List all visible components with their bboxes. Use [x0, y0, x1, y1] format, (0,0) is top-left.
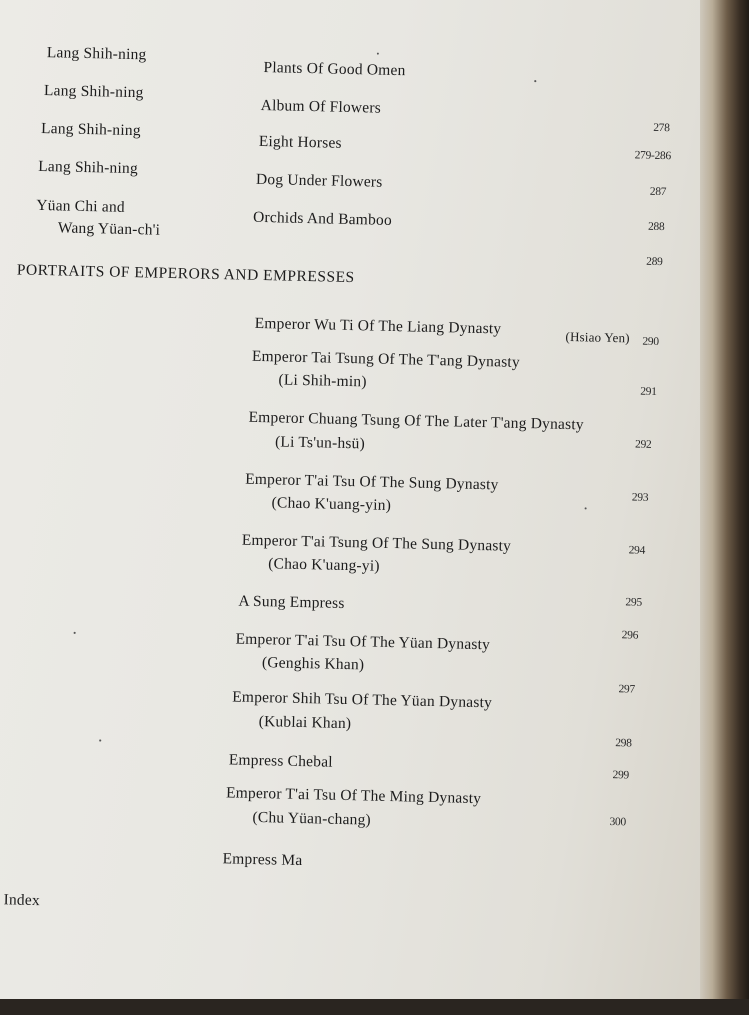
- page-number: 295: [625, 596, 642, 609]
- entry-title: Emperor T'ai Tsu Of The Yüan Dynasty: [235, 630, 491, 654]
- artist-name: Lang Shih-ning: [46, 44, 147, 64]
- page-number: 299: [612, 769, 630, 782]
- artist-name-line2: Wang Yüan-ch'i: [57, 219, 161, 239]
- page-number: 290: [642, 335, 659, 349]
- entry-subname: (Kublai Khan): [258, 713, 352, 733]
- entry-subname: (Chu Yüan-chang): [252, 808, 372, 829]
- paper-speck: [377, 53, 379, 55]
- entry-subname: (Chao K'uang-yin): [271, 494, 392, 514]
- page-number: 298: [615, 737, 632, 750]
- entry-title: Album Of Flowers: [260, 96, 382, 117]
- page-number: 278: [653, 121, 670, 135]
- entry-title: Eight Horses: [258, 132, 342, 152]
- entry-title: Dog Under Flowers: [255, 170, 383, 191]
- entry-subname: (Chao K'uang-yi): [268, 555, 380, 575]
- paper-speck: [74, 632, 76, 634]
- entry-title: Plants Of Good Omen: [263, 58, 406, 80]
- artist-name: Lang Shih-ning: [40, 119, 141, 140]
- entry-subname: (Genghis Khan): [261, 654, 365, 674]
- entry-title: Emperor T'ai Tsu Of The Sung Dynasty: [244, 470, 499, 494]
- page-number: 300: [609, 816, 626, 829]
- paper-speck: [534, 80, 536, 82]
- entry-title: Emperor T'ai Tsung Of The Sung Dynasty: [241, 531, 512, 555]
- page-number: 291: [640, 385, 657, 398]
- artist-name: Lang Shih-ning: [43, 82, 144, 102]
- artist-name: Yüan Chi and: [36, 196, 126, 216]
- page-number: 294: [628, 544, 646, 557]
- entry-title: A Sung Empress: [238, 592, 345, 612]
- entry-title: Emperor Shih Tsu Of The Yüan Dynasty: [232, 688, 493, 712]
- entry-subname: (Li Shih-min): [278, 371, 367, 391]
- page-number: 296: [621, 629, 639, 642]
- section-heading: PORTRAITS OF EMPERORS AND EMPRESSES: [16, 261, 355, 287]
- page-number: 287: [649, 185, 667, 199]
- paper-speck: [585, 507, 587, 509]
- paper-speck: [99, 739, 101, 741]
- entry-title: Empress Chebal: [228, 751, 333, 771]
- artist-name: Lang Shih-ning: [38, 157, 139, 178]
- index-label: Index: [3, 891, 41, 910]
- entry-title: Emperor Tai Tsung Of The T'ang Dynasty: [251, 347, 521, 371]
- page-number: 288: [647, 220, 665, 234]
- entry-title: Emperor T'ai Tsu Of The Ming Dynasty: [225, 784, 482, 808]
- entry-title: Empress Ma: [222, 850, 303, 870]
- entry-subname: (Hsiao Yen): [565, 328, 630, 346]
- entry-subname: (Li Ts'un-hsü): [274, 433, 366, 453]
- page-number: 279-286: [634, 149, 671, 163]
- page-number: 289: [646, 255, 663, 269]
- entry-title: Orchids And Bamboo: [252, 208, 393, 229]
- entry-title: Emperor Wu Ti Of The Liang Dynasty: [254, 314, 502, 338]
- page-number: 297: [618, 683, 636, 696]
- entry-title: Emperor Chuang Tsung Of The Later T'ang Dynasty: [248, 408, 584, 434]
- page-number: 292: [634, 438, 652, 451]
- page-number: 293: [631, 491, 649, 504]
